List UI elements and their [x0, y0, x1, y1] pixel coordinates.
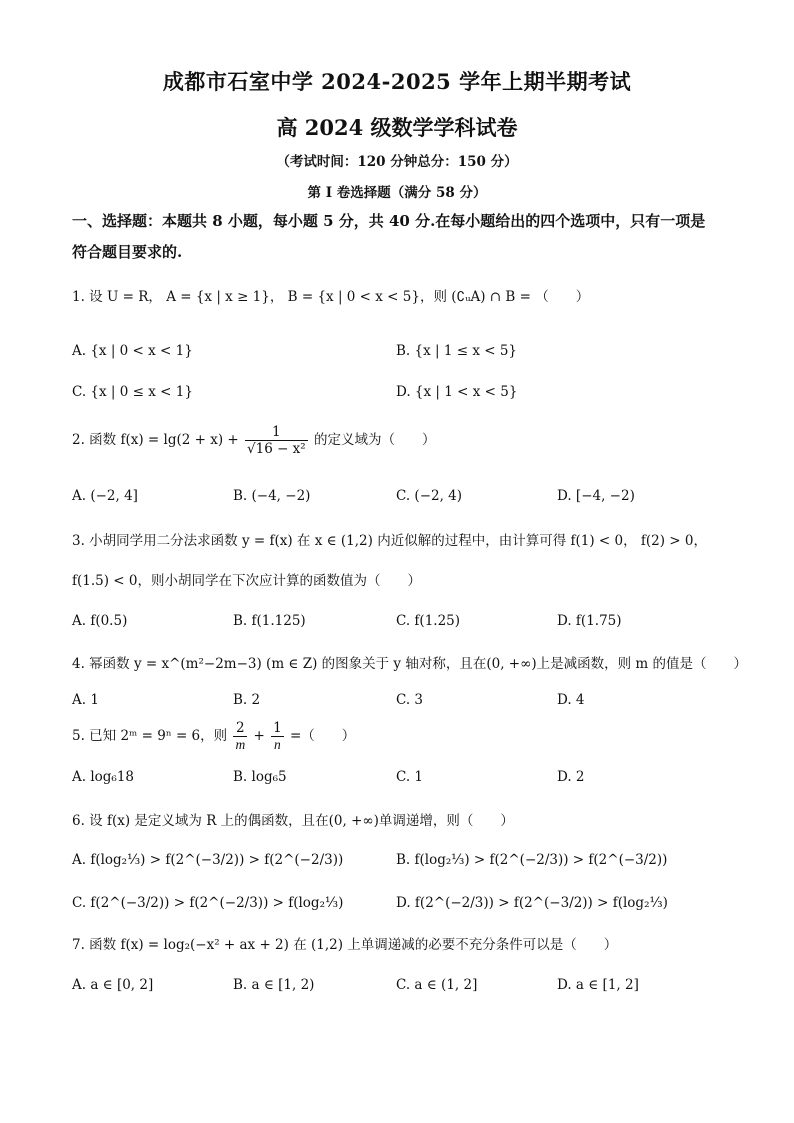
question-2-fraction — [245, 424, 308, 457]
question-2-option-b[interactable]: B. (−4, −2) — [233, 488, 311, 504]
exam-title: 成都市石室中学 2024-2025 学年上期半期考试 — [162, 69, 632, 94]
question-5-stem-suffix: =（ ） — [289, 728, 356, 744]
question-5-option-a[interactable]: A. log₆18 — [72, 769, 135, 785]
part-heading-line2: 符合题目要求的. — [72, 243, 183, 261]
part-heading-line1: 一、选择题：本题共 8 小题，每小题 5 分，共 40 分.在每小题给出的四个选项中，只有一项是 — [72, 212, 706, 230]
question-6-option-a[interactable]: A. f(log₂⅓) > f(2^(−3/2)) > f(2^(−2/3)) — [72, 852, 344, 868]
question-1-option-a[interactable]: A. {x | 0 < x < 1} — [72, 343, 193, 359]
question-5-frac1-num: 2 — [233, 720, 247, 737]
question-1-stem: 1. 设 U = R， A = {x | x ≥ 1}， B = {x | 0 < x < 5}，则 (∁ᵤA) ∩ B = （ ） — [72, 289, 590, 305]
question-4-option-b[interactable]: B. 2 — [233, 692, 261, 708]
question-2-frac-num: 1 — [245, 424, 308, 441]
question-6-option-c[interactable]: C. f(2^(−3/2)) > f(2^(−2/3)) > f(log₂⅓) — [72, 895, 344, 911]
question-5-stem-prefix: 5. 已知 2ᵐ = 9ⁿ = 6，则 — [72, 728, 228, 744]
question-3-option-d[interactable]: D. f(1.75) — [557, 613, 622, 629]
question-2-option-a[interactable]: A. (−2, 4] — [72, 488, 138, 504]
question-6-option-b[interactable]: B. f(log₂⅓) > f(2^(−2/3)) > f(2^(−3/2)) — [396, 852, 668, 868]
question-3-option-a[interactable]: A. f(0.5) — [72, 613, 128, 629]
question-7-option-b[interactable]: B. a ∈ [1, 2) — [233, 977, 315, 993]
question-5-option-d[interactable]: D. 2 — [557, 769, 585, 785]
question-5-fraction-2 — [271, 720, 284, 753]
section-title: 第 I 卷选择题（满分 58 分） — [307, 185, 487, 201]
question-5-frac2-num: 1 — [273, 720, 282, 736]
plus-sign: + — [253, 728, 265, 744]
question-1-option-c[interactable]: C. {x | 0 ≤ x < 1} — [72, 384, 193, 400]
question-2-frac-den: √16 − x² — [247, 441, 306, 457]
question-2-option-c[interactable]: C. (−2, 4) — [396, 488, 463, 504]
question-3-option-c[interactable]: C. f(1.25) — [396, 613, 461, 629]
question-3-stem-line1: 3. 小胡同学用二分法求函数 y = f(x) 在 x ∈ (1,2) 内近似解的过程中，由计算可得 f(1) < 0， f(2) > 0， — [72, 533, 707, 549]
question-5-option-c[interactable]: C. 1 — [396, 769, 424, 785]
question-1-option-b[interactable]: B. {x | 1 ≤ x < 5} — [396, 343, 518, 359]
question-5-frac1-den: m — [235, 737, 246, 752]
question-6-option-d[interactable]: D. f(2^(−2/3)) > f(2^(−3/2)) > f(log₂⅓) — [396, 895, 668, 911]
exam-time-note: （考试时间：120 分钟总分：150 分） — [276, 154, 518, 170]
question-5-fraction-1 — [233, 720, 247, 753]
question-2-stem — [72, 424, 742, 457]
question-4-option-a[interactable]: A. 1 — [72, 692, 99, 708]
question-3-option-b[interactable]: B. f(1.125) — [233, 613, 306, 629]
question-2-stem-suffix: 的定义域为（ ） — [314, 432, 436, 448]
question-4-option-d[interactable]: D. 4 — [557, 692, 585, 708]
question-7-stem: 7. 函数 f(x) = log₂(−x² + ax + 2) 在 (1,2) 上单调递减的必要不充分条件可以是（ ） — [72, 937, 618, 953]
question-1-option-d[interactable]: D. {x | 1 < x < 5} — [396, 384, 518, 400]
question-2-stem-prefix: 2. 函数 f(x) = lg(2 + x) + — [72, 432, 239, 448]
question-2-option-d[interactable]: D. [−4, −2) — [557, 488, 635, 504]
question-4-option-c[interactable]: C. 3 — [396, 692, 424, 708]
question-7-option-d[interactable]: D. a ∈ [1, 2] — [557, 977, 639, 993]
question-3-stem-line2: f(1.5) < 0，则小胡同学在下次应计算的函数值为（ ） — [72, 573, 421, 589]
exam-subtitle: 高 2024 级数学学科试卷 — [276, 115, 518, 140]
question-4-stem: 4. 幂函数 y = x^(m²−2m−3) (m ∈ Z) 的图象关于 y 轴对称，且在(0, +∞)上是减函数，则 m 的值是（ ） — [72, 656, 747, 672]
question-7-option-a[interactable]: A. a ∈ [0, 2] — [72, 977, 154, 993]
question-5-stem — [72, 720, 742, 753]
question-6-stem: 6. 设 f(x) 是定义域为 R 上的偶函数，且在(0, +∞)单调递增，则（ ） — [72, 813, 514, 829]
question-5-option-b[interactable]: B. log₆5 — [233, 769, 287, 785]
question-7-option-c[interactable]: C. a ∈ (1, 2] — [396, 977, 478, 993]
question-5-frac2-den: n — [274, 737, 281, 752]
